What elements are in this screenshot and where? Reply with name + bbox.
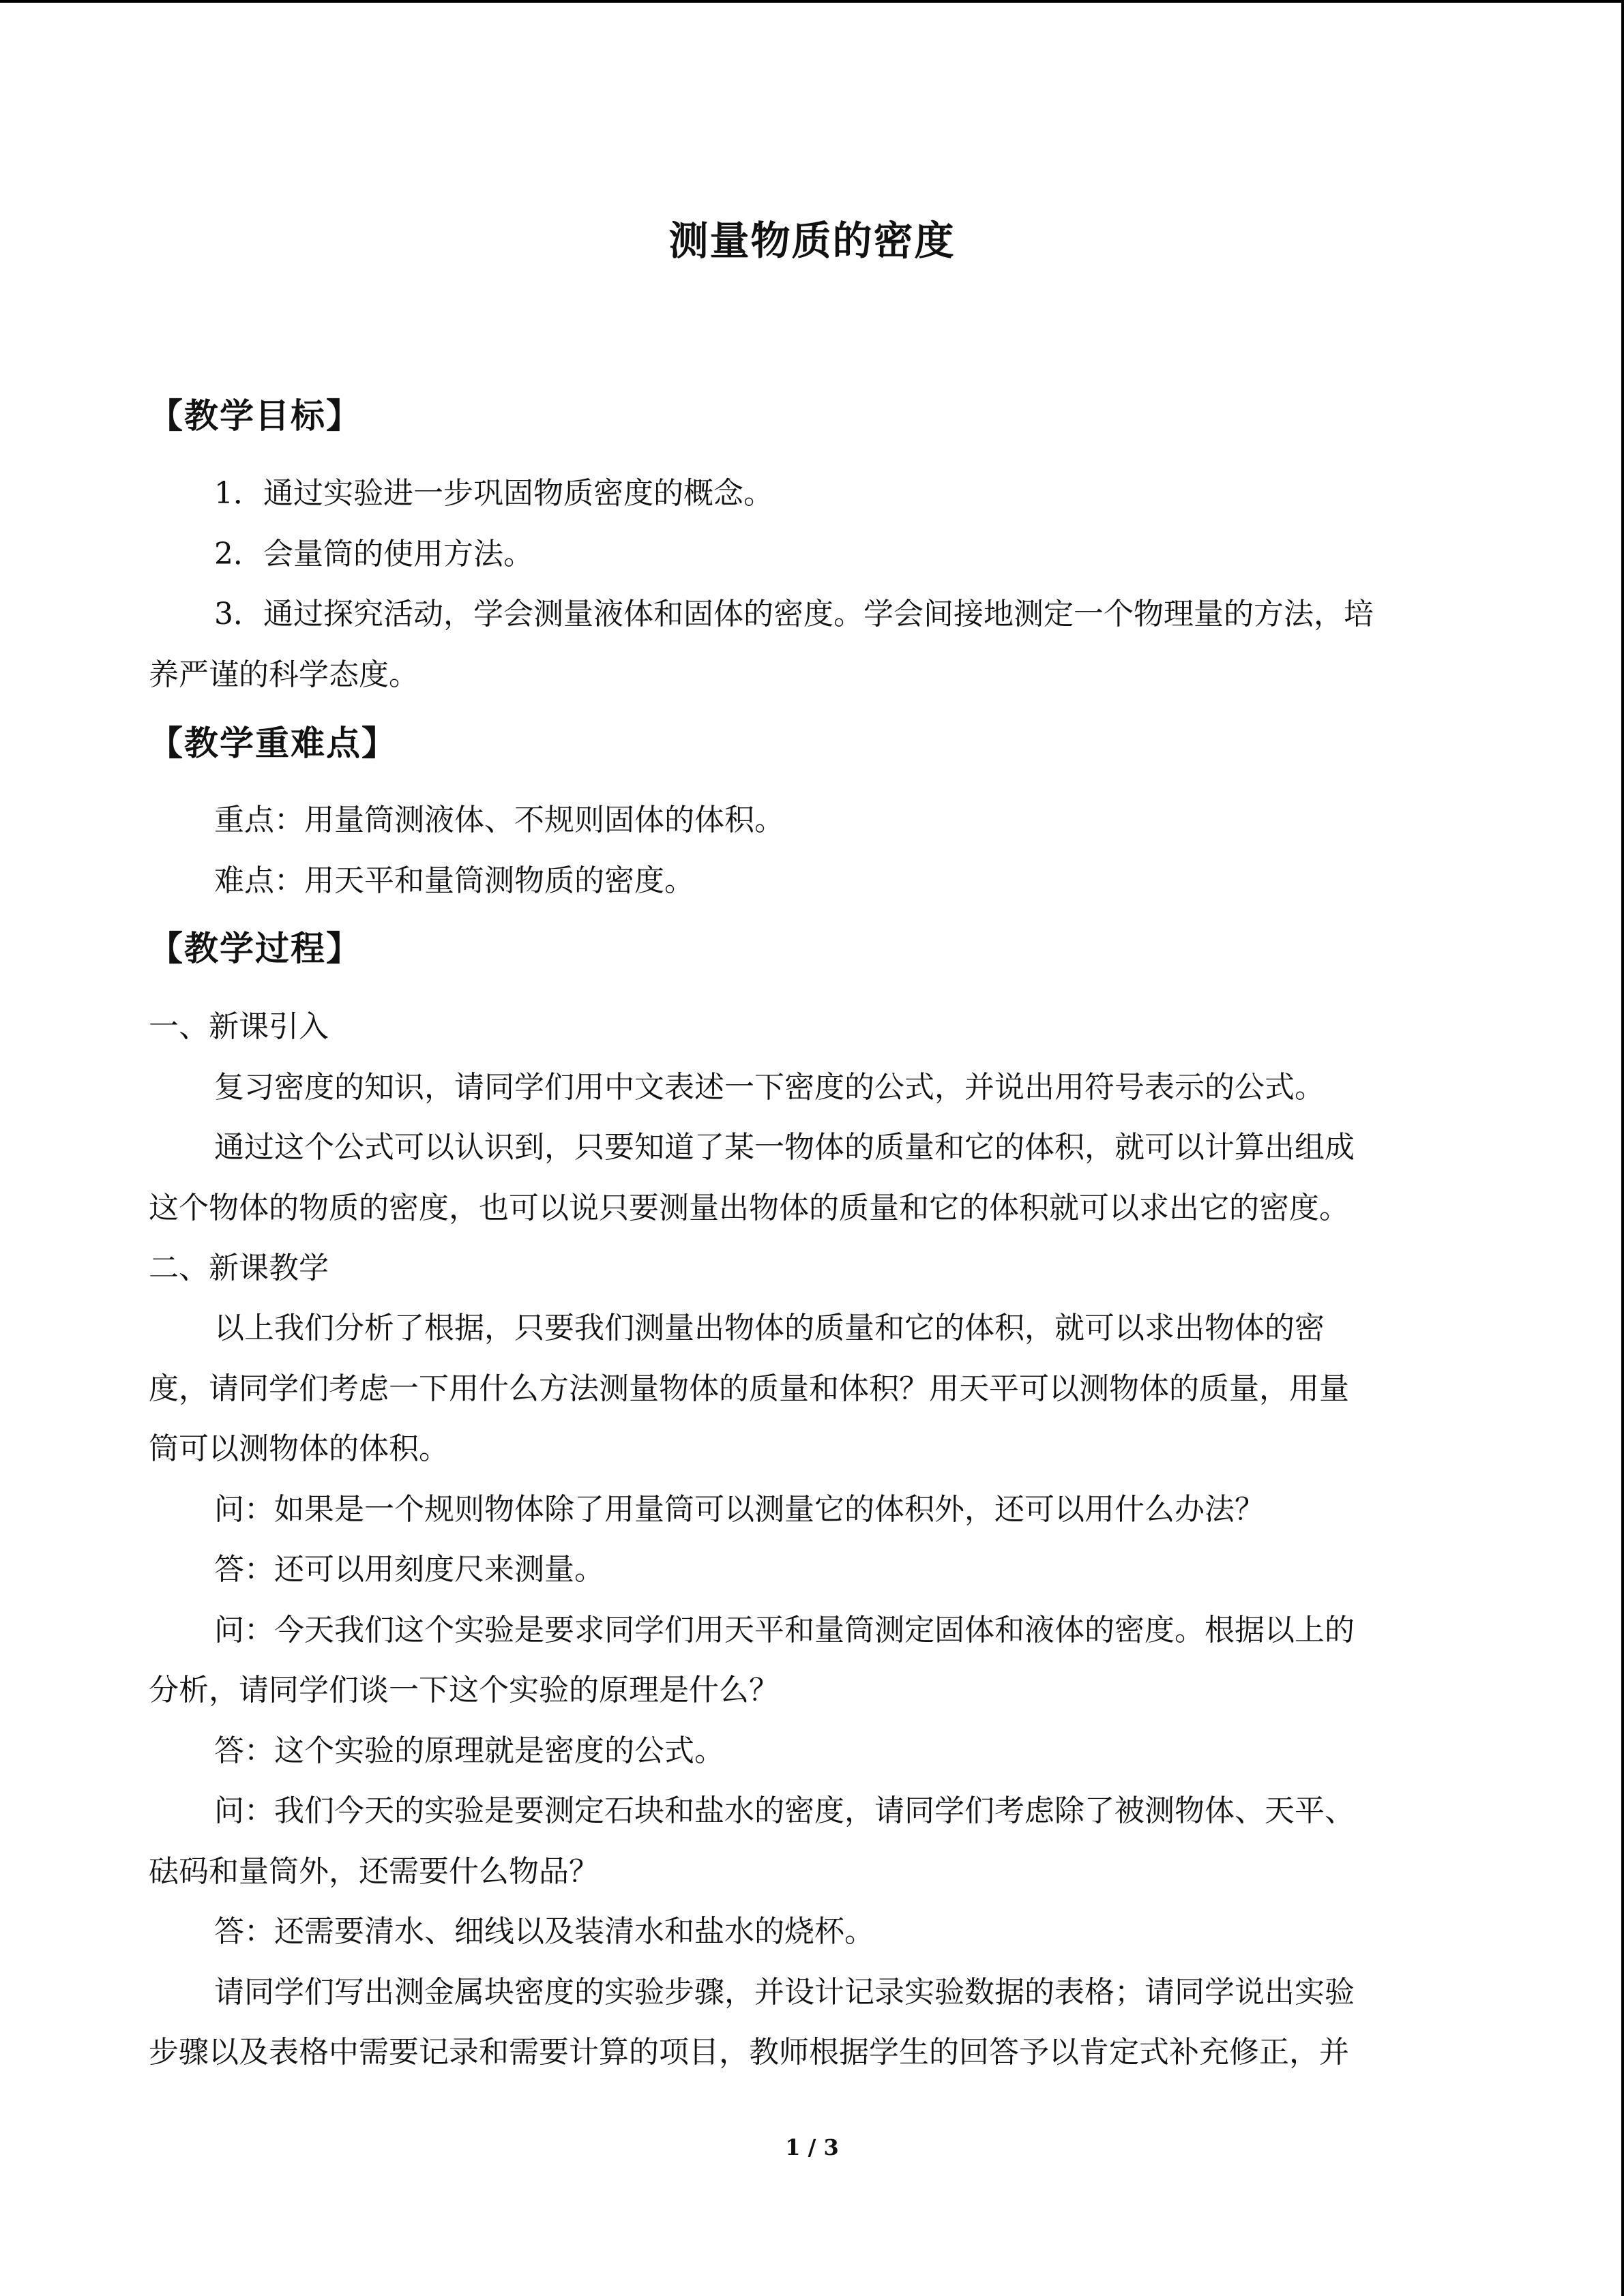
process-line-16: 答：还需要清水、细线以及装清水和盐水的烧杯。 (214, 1914, 874, 1949)
process-line-18: 步骤以及表格中需要记录和需要计算的项目，教师根据学生的回答予以肯定式补充修正，并 (149, 2035, 1349, 2070)
process-line-3: 通过这个公式可以认识到，只要知道了某一物体的质量和它的体积，就可以计算出组成 (214, 1130, 1355, 1165)
process-line-13: 答：这个实验的原理就是密度的公式。 (214, 1733, 724, 1768)
process-line-4: 这个物体的物质的密度，也可以说只要测量出物体的质量和它的体积就可以求出它的密度。 (149, 1191, 1349, 1225)
section-heading-process: 【教学过程】 (149, 929, 361, 968)
goal-line-4: 养严谨的科学态度。 (149, 657, 419, 692)
keypoint-line-1: 重点：用量筒测液体、不规则固体的体积。 (214, 803, 784, 837)
keypoint-line-2: 难点：用天平和量筒测物质的密度。 (214, 863, 694, 898)
process-line-8: 筒可以测物体的体积。 (149, 1431, 449, 1466)
goal-line-3: 3．通过探究活动，学会测量液体和固体的密度。学会间接地测定一个物理量的方法，培 (214, 597, 1374, 631)
process-line-7: 度，请同学们考虑一下用什么方法测量物体的质量和体积？用天平可以测物体的质量，用量 (149, 1371, 1349, 1406)
page-number: 1 / 3 (785, 2134, 839, 2160)
goal-line-1: 1．通过实验进一步巩固物质密度的概念。 (214, 476, 773, 511)
process-line-1: 一、新课引入 (149, 1009, 329, 1044)
section-heading-goals: 【教学目标】 (149, 396, 361, 436)
page-border-right (1621, 0, 1624, 2296)
process-line-5: 二、新课教学 (149, 1251, 329, 1285)
process-line-6: 以上我们分析了根据，只要我们测量出物体的质量和它的体积，就可以求出物体的密 (214, 1311, 1325, 1345)
goal-line-2: 2．会量筒的使用方法。 (214, 537, 533, 571)
process-line-12: 分析，请同学们谈一下这个实验的原理是什么？ (149, 1673, 779, 1708)
process-line-14: 问：我们今天的实验是要测定石块和盐水的密度，请同学们考虑除了被测物体、天平、 (214, 1793, 1355, 1828)
section-heading-keypoints: 【教学重难点】 (149, 724, 397, 763)
process-line-9: 问：如果是一个规则物体除了用量筒可以测量它的体积外，还可以用什么办法？ (214, 1492, 1265, 1527)
process-line-17: 请同学们写出测金属块密度的实验步骤，并设计记录实验数据的表格；请同学说出实验 (214, 1975, 1355, 2010)
process-line-10: 答：还可以用刻度尺来测量。 (214, 1552, 604, 1587)
page-border-top (0, 0, 1624, 3)
process-line-2: 复习密度的知识，请同学们用中文表述一下密度的公式，并说出用符号表示的公式。 (214, 1070, 1325, 1105)
process-line-11: 问：今天我们这个实验是要求同学们用天平和量筒测定固体和液体的密度。根据以上的 (214, 1613, 1355, 1648)
document-title: 测量物质的密度 (668, 218, 956, 264)
process-line-15: 砝码和量筒外，还需要什么物品？ (149, 1854, 599, 1889)
